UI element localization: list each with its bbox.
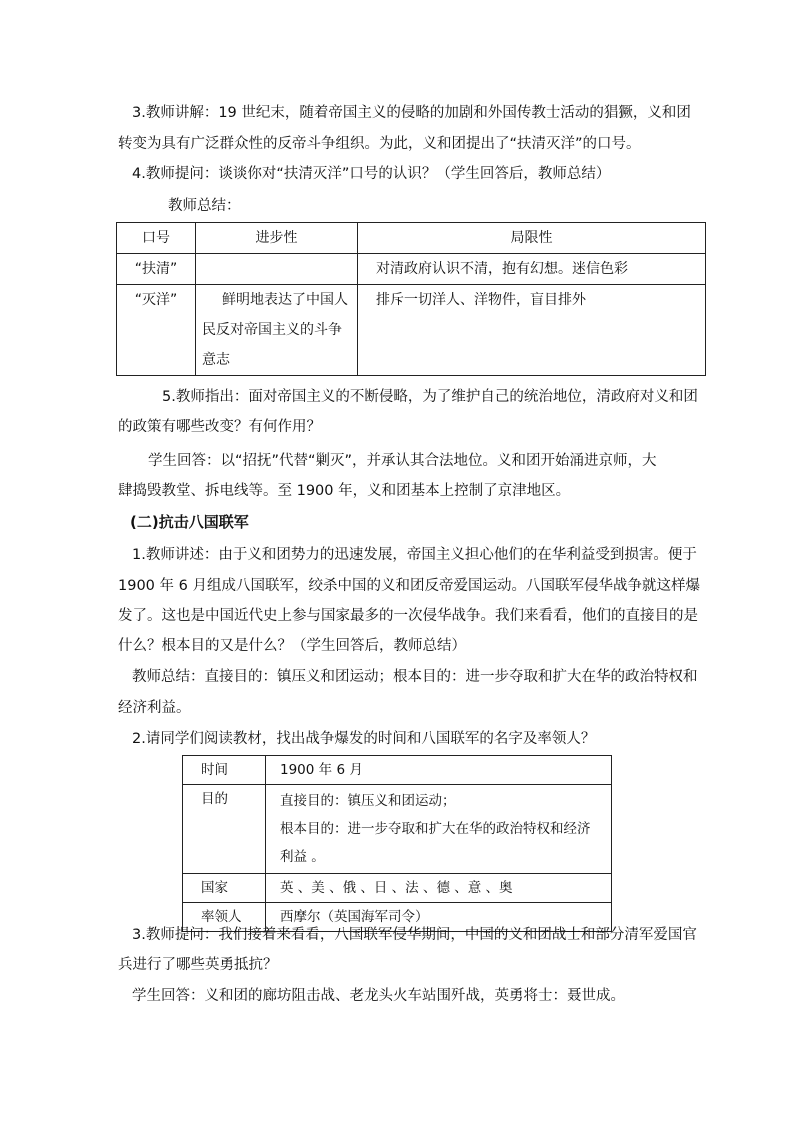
paragraph-8: 2.请同学们阅读教材，找出战争爆发的时间和八国联军的名字及率领人？ — [132, 731, 596, 747]
text-line: 5.教师指出：面对帝国主义的不断侵略，为了维护自己的统治地位，清政府对义和团 — [162, 389, 698, 405]
aim-line: 直接目的：镇压义和团运动； — [280, 793, 456, 809]
slogan-cell: “灭洋” — [117, 285, 196, 376]
text-line: 发了。这也是中国近代史上参与国家最多的一次侵华战争。我们来看看，他们的直接目的是 — [118, 608, 698, 624]
text-line: 3.教师讲解：19 世纪末，随着帝国主义的侵略的加剧和外国传教士活动的猖獗，义和团 — [132, 105, 691, 121]
aim-label: 目的 — [183, 785, 266, 874]
time-value: 1900 年 6 月 — [266, 756, 612, 785]
text-line: 什么？根本目的又是什么？（学生回答后，教师总结） — [118, 638, 466, 654]
text-line: 兵进行了哪些英勇抵抗？ — [118, 957, 278, 973]
time-label: 时间 — [183, 756, 266, 785]
text-line: 经济利益。 — [118, 700, 191, 716]
country-label: 国家 — [183, 874, 266, 903]
summary-label: 教师总结： — [168, 198, 241, 214]
paragraph-4: 4.教师提问：谈谈你对“扶清灭洋”口号的认识？（学生回答后，教师总结） — [132, 166, 611, 182]
text-line: 教师总结：直接目的：镇压义和团运动；根本目的：进一步夺取和扩大在华的政治特权和 — [132, 669, 698, 685]
aim-value — [266, 785, 612, 874]
country-value: 英 、美 、俄 、日 、法 、德 、意 、奥 — [266, 874, 612, 903]
table-row — [183, 756, 612, 785]
header-cell: 局限性 — [358, 223, 706, 254]
war-info-table — [182, 755, 612, 932]
table-row — [183, 874, 612, 903]
text-line: 转变为具有广泛群众性的反帝斗争组织。为此，义和团提出了“扶清灭洋”的口号。 — [118, 136, 641, 152]
text-line: 1900 年 6 月组成八国联军，绞杀中国的义和团反帝爱国运动。八国联军侵华战争就这样爆 — [118, 578, 700, 594]
leader-value: 西摩尔（英国海军司令） — [266, 903, 612, 932]
leader-label: 率领人 — [183, 903, 266, 932]
table-row — [117, 254, 706, 285]
slogan-table — [116, 222, 706, 376]
student-answer-2: 学生回答：义和团的廊坊阻击战、老龙头火车站围歼战，英勇将士：聂世成。 — [132, 988, 625, 1004]
text-line: 1.教师讲述：由于义和团势力的迅速发展，帝国主义担心他们的在华利益受到损害。便于 — [132, 547, 697, 563]
limits-cell: 排斥一切洋人、洋物件，盲目排外 — [358, 285, 706, 376]
header-cell: 进步性 — [196, 223, 358, 254]
text-line: 的政策有哪些改变？有何作用？ — [118, 419, 321, 435]
table-row — [183, 785, 612, 874]
aim-line: 根本目的：进一步夺取和扩大在华的政治特权和经济利益 。 — [280, 821, 591, 865]
header-cell: 口号 — [117, 223, 196, 254]
text-line: 3.教师提问：我们接着来看看，八国联军侵华期间，中国的义和团战士和部分清军爱国官 — [132, 927, 697, 943]
progress-line: 鲜明地表达了中国人 — [222, 292, 348, 308]
slogan-cell: “扶清” — [117, 254, 196, 285]
table-header-row — [117, 223, 706, 254]
progress-cell — [196, 254, 358, 285]
limits-cell: 对清政府认识不清，抱有幻想。迷信色彩 — [358, 254, 706, 285]
text-line: 肆捣毁教堂、拆电线等。至 1900 年，义和团基本上控制了京津地区。 — [118, 483, 571, 499]
text-line: 学生回答：以“招抚”代替“剿灭”，并承认其合法地位。义和团开始涌进京师，大 — [148, 453, 657, 469]
progress-cell — [196, 285, 358, 376]
section-heading: (二)抗击八国联军 — [130, 513, 249, 531]
progress-line: 民反对帝国主义的斗争 — [202, 322, 342, 338]
table-row — [117, 285, 706, 376]
progress-line: 意志 — [202, 352, 230, 368]
